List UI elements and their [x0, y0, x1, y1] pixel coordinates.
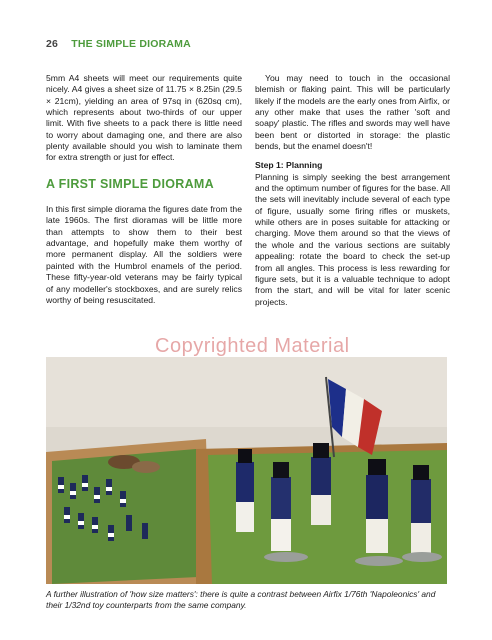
step-heading: Step 1: Planning	[255, 160, 323, 171]
running-title: THE SIMPLE DIORAMA	[71, 38, 191, 50]
page-number: 26	[46, 38, 59, 50]
right-paragraph-1: You may need to touch in the occasional blemish or flaking paint. This will be particularly likely if the models are the early ones from Airfix, or any other make that uses the rather 'soft and soapy' plastic. The rifles and swords may well have been bent or distorted in storage: the plastic bends, but the enamel doesn't!	[255, 73, 450, 152]
left-paragraph-1: 5mm A4 sheets will meet our requirements quite nicely. A4 gives a sheet size of 11.75 × 8.25in (29.5 × 21cm), yielding an area of 97sq in (620sq cm), which represents about two-thirds of our upper limit. With five sheets to a pack there is little need to worry about damaging one, and there are also plenty available should you wish to laminate them for extra strength or just for effect.	[46, 73, 242, 163]
right-column	[255, 73, 450, 308]
diorama-photo	[46, 357, 447, 584]
left-column	[46, 73, 242, 306]
left-paragraph-2: In this first simple diorama the figures date from the late 1960s. The first dioramas will be little more than attempts to show them to their best advantage, and hopefully make them worthy of more permanent display. All the soldiers were painted with the Humbrol enamels of the period. These fifty-year-old veterans may be fairly typical of any modeller's stockboxes, and are surely relics worthy of being resuscitated.	[46, 204, 242, 305]
photo-caption: A further illustration of 'how size matters': there is quite a contrast between Airfix 1/76th 'Napoleonics' and their 1/32nd toy counterparts from the same company.	[46, 589, 436, 610]
running-header	[46, 38, 191, 50]
right-paragraph-2: Planning is simply seeking the best arrangement and the optimum number of figures for the base. All the sets will inevitably include several of each type of figure, usually some firing rifles or muskets, while others are in poses suitable for attacking or charging. Move them around so that the views of the whole and the various sections are suitably appealing: rotate the board to check the set-up from all angles. This process is less rewarding for figure sets, but it is a valuable technique to adopt from the start, and will be vital for later scenic projects.	[255, 171, 450, 307]
copyright-watermark: Copyrighted Material	[155, 335, 350, 357]
section-heading: A FIRST SIMPLE DIORAMA	[46, 176, 214, 191]
